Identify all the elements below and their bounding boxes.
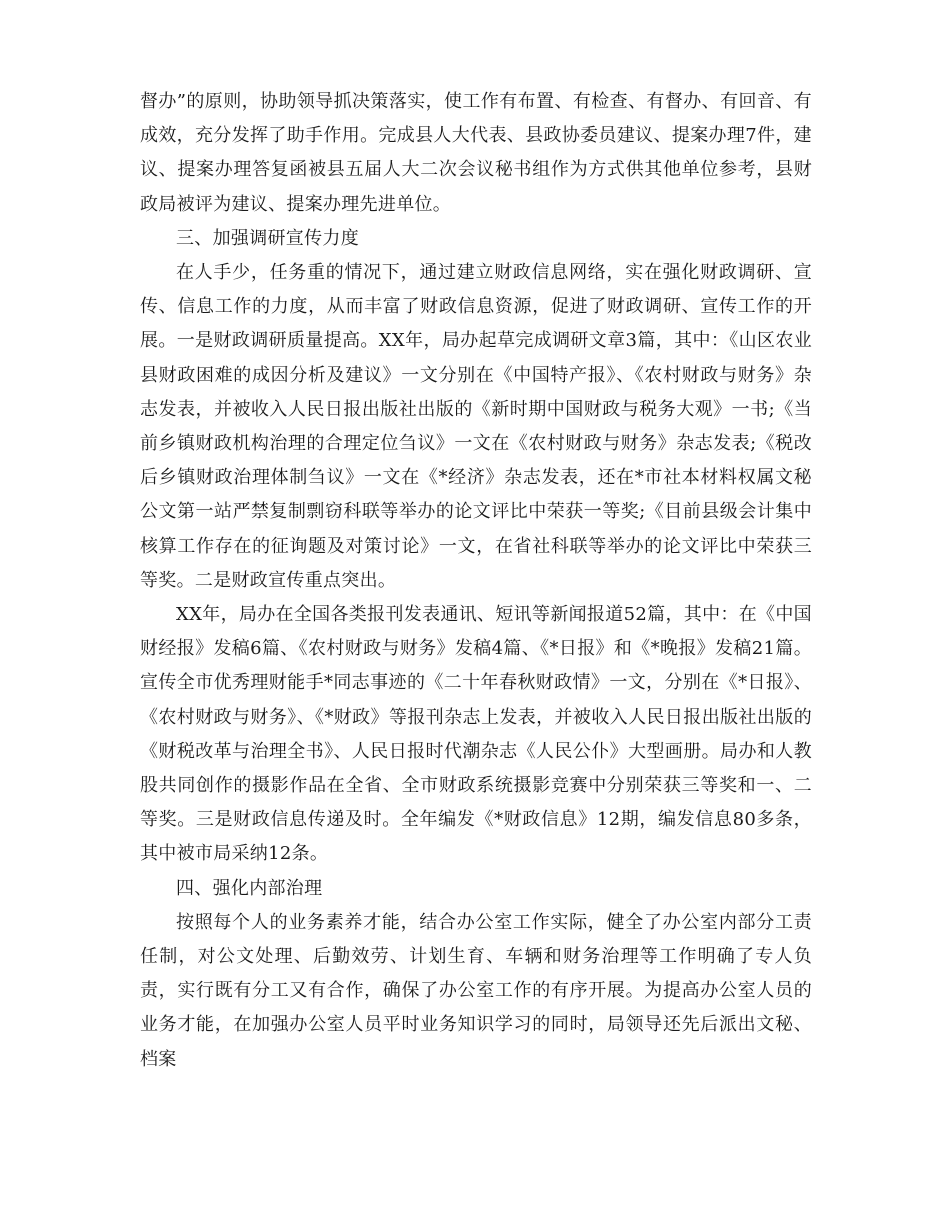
paragraph-research: 在人手少，任务重的情况下，通过建立财政信息网络，实在强化财政调研、宣传、信息工作的力度，从而丰富了财政信息资源，促进了财政调研、宣传工作的开展。一是财政调研质量提高。XX年，局办起草完成调研文章3篇，其中：《山区农业县财政困难的成因分析及建议》一文分别在《中国特产报》、《农村财政与财务》杂志发表，并被收入人民日报出版社出版的《新时期中国财政与税务大观》一书;《当前乡镇财政机构治理的合理定位刍议》一文在《农村财政与财务》杂志发表;《税改后乡镇财政治理体制刍议》一文在《*经济》杂志发表，还在*市社本材料权属文秘公文第一站严禁复制剽窃科联等举办的论文评比中荣获一等奖;《目前县级会计集中核算工作存在的征询题及对策讨论》一文，在省社科联等举办的论文评比中荣获三等奖。二是财政宣传重点突出。 (140, 262, 812, 591)
paragraph-continuation: 督办”的原则，协助领导抓决策落实，使工作有布置、有检查、有督办、有回音、有成效，充分发挥了助手作用。完成县人大代表、县政协委员建议、提案办理7件，建议、提案办理答复函被县五届人大二次会议秘书组作为方式供其他单位参考，县财政局被评为建议、提案办理先进单位。 (140, 91, 812, 215)
section-heading-3: 三、加强调研宣传力度 (176, 227, 359, 249)
paragraph-internal-management: 按照每个人的业务素养才能，结合办公室工作实际，健全了办公室内部分工责任制，对公文处理、后勤效劳、计划生育、车辆和财务治理等工作明确了专人负责，实行既有分工又有合作，确保了办公室工作的有序开展。为提高办公室人员的业务才能，在加强办公室人员平时业务知识学习的同时，局领导还先后派出文秘、档案 (140, 911, 812, 1070)
paragraph-publicity: XX年，局办在全国各类报刊发表通讯、短讯等新闻报道52篇，其中：在《中国财经报》发稿6篇、《农村财政与财务》发稿4篇、《*日报》和《*晚报》发稿21篇。宣传全市优秀理财能手*同志事迹的《二十年春秋财政情》一文，分别在《*日报》、《农村财政与财务》、《*财政》等报刊杂志上发表，并被收入人民日报出版社出版的《财税改革与治理全书》、人民日报时代潮杂志《人民公仆》大型画册。局办和人教股共同创作的摄影作品在全省、全市财政系统摄影竞赛中分别荣获三等奖和一、二等奖。三是财政信息传递及时。全年编发《*财政信息》12期，编发信息80多条，其中被市局采纳12条。 (140, 604, 812, 865)
section-heading-4: 四、强化内部治理 (176, 877, 323, 899)
document-page (140, 85, 812, 1077)
